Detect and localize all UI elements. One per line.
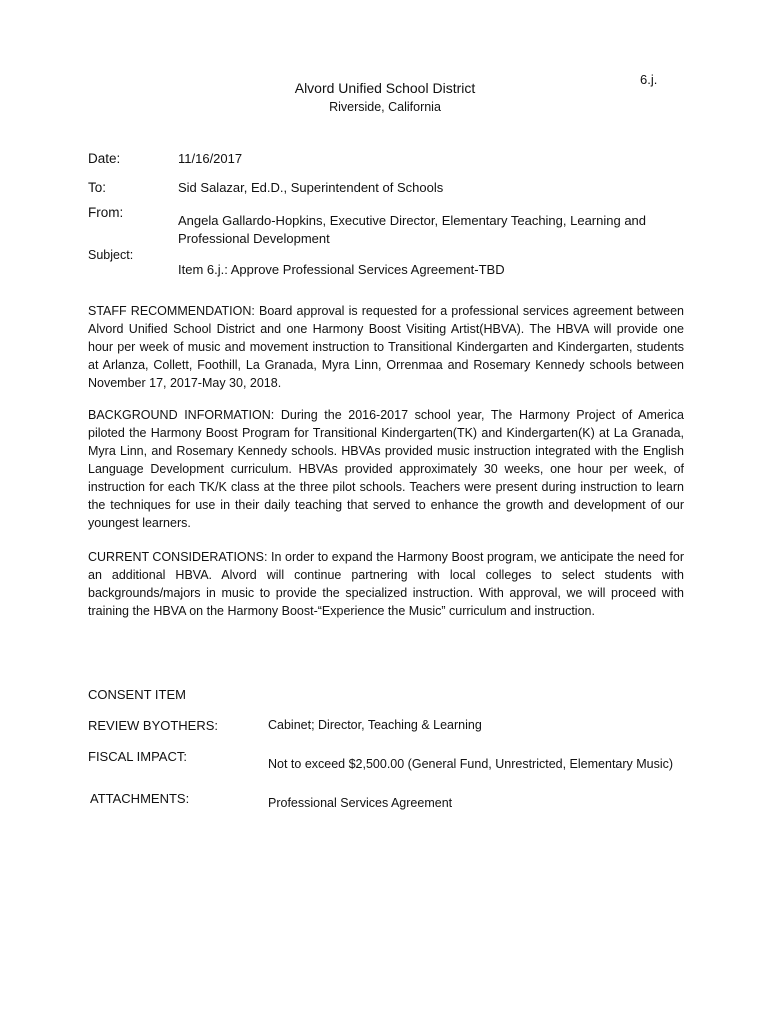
fiscal-impact-label: FISCAL IMPACT: [88, 749, 187, 764]
from-value-line1: Angela Gallardo-Hopkins, Executive Director, Elementary Teaching, Learning and [178, 213, 647, 228]
subject-label: Subject: [88, 248, 134, 262]
to-label: To: [88, 180, 107, 195]
to-value: Sid Salazar, Ed.D., Superintendent of Schools [178, 180, 444, 195]
attachments-label: ATTACHMENTS: [90, 791, 190, 806]
staff-recommendation-paragraph: STAFF RECOMMENDATION: Board approval is requested for a professional services agreement between Alvord Unified School District and one Harmony Boost Visiting Artist(HBVA). The HBVA will provide one hour per week of music and movement instruction to Transitional Kindergarten and Kindergarten, students at Arlanza, Collett, Foothill, La Granada, Myra Linn, Orrenmaa and Rosemary Kennedy schools between November 17, 2017-May 30, 2018. [88, 304, 684, 390]
district-location: Riverside, California [329, 100, 441, 114]
review-by-others-value: Cabinet; Director, Teaching & Learning [268, 718, 482, 732]
review-by-others-label: REVIEW BYOTHERS: [88, 718, 219, 733]
fiscal-impact-value: Not to exceed $2,500.00 (General Fund, Unrestricted, Elementary Music) [268, 757, 674, 771]
date-value: 11/16/2017 [178, 151, 243, 166]
district-name: Alvord Unified School District [294, 80, 476, 96]
date-label: Date: [88, 151, 121, 166]
subject-value: Item 6.j.: Approve Professional Services Agreement-TBD [178, 262, 505, 277]
background-information-paragraph: BACKGROUND INFORMATION: During the 2016-2017 school year, The Harmony Project of America piloted the Harmony Boost Program for Transitional Kindergarten(TK) and Kindergarten(K) at La Granada, Myra Linn, and Rosemary Kennedy schools. HBVAs provided music instruction integrated with the English Language Development curriculum. HBVAs provided approximately 30 weeks, one hour per week, of instruction for each TK/K class at the three pilot schools. Teachers were present during instruction to learn the techniques for use in their daily teaching that served to enhance the growth and development of our youngest learners. [88, 408, 684, 530]
consent-item-heading: CONSENT ITEM [88, 687, 186, 702]
agenda-item-number: 6.j. [640, 72, 658, 87]
from-label: From: [88, 205, 124, 220]
from-value-line2: Professional Development [178, 231, 330, 246]
attachments-value: Professional Services Agreement [268, 796, 453, 810]
current-considerations-paragraph: CURRENT CONSIDERATIONS: In order to expand the Harmony Boost program, we anticipate the need for an additional HBVA. Alvord will continue partnering with local colleges to select students with backgrounds/majors in music to provide the specialized instruction. With approval, we will proceed with training the HBVA on the Harmony Boost-“Experience the Music” curriculum and instruction. [88, 550, 684, 618]
